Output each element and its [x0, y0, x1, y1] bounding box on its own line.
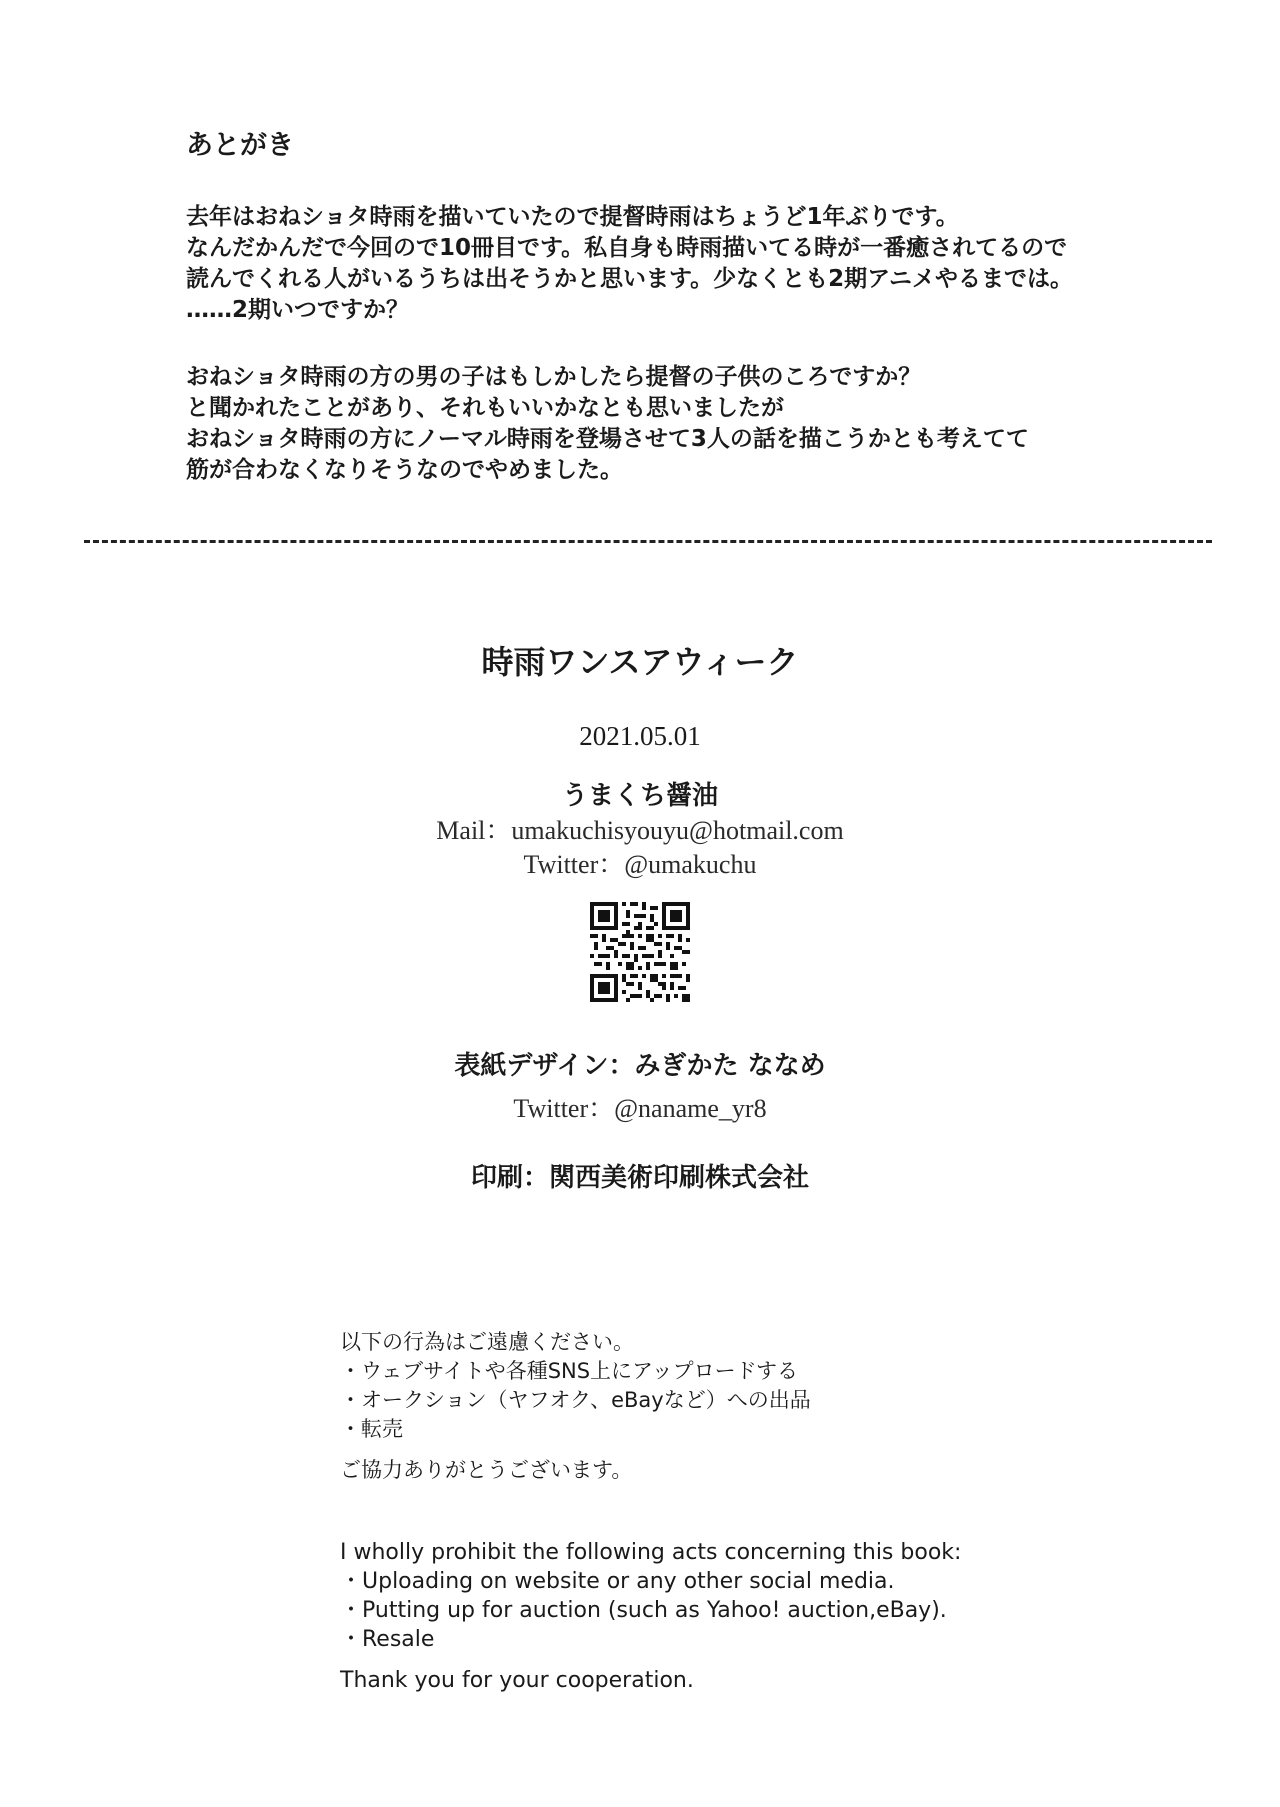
notice-line: ・転売: [340, 1417, 403, 1441]
afterword-heading: あとがき: [186, 130, 294, 161]
afterword-paragraph-1: [186, 202, 1186, 326]
publication-date: 2021.05.01: [579, 721, 701, 751]
cover-designer-twitter: Twitter：@naname_yr8: [513, 1094, 767, 1123]
afterword-line: と聞かれたことがあり、それもいいかなとも思いましたが: [186, 395, 784, 421]
afterword-line: ……2期いつですか？: [186, 297, 410, 323]
notice-line: ・オークション（ヤフオク、eBayなど）への出品: [340, 1388, 811, 1412]
afterword-section: [186, 128, 1186, 522]
cover-design-credit: 表紙デザイン：みぎかた ななめ: [454, 1051, 826, 1081]
notice-japanese: [340, 1328, 1040, 1485]
afterword-line: 筋が合わなくなりそうなのでやめました。: [186, 457, 623, 483]
notice-thanks: ご協力ありがとうございます。: [340, 1458, 633, 1482]
author-twitter: Twitter：@umakuchu: [523, 850, 757, 879]
book-title: 時雨ワンスアウィーク: [481, 643, 799, 681]
notice-line: ・ウェブサイトや各種SNS上にアップロードする: [340, 1359, 798, 1383]
notice-english: [340, 1538, 1040, 1695]
notice-line: ・Putting up for auction (such as Yahoo! auction,eBay).: [340, 1598, 947, 1623]
afterword-line: なんだかんだで今回ので10冊目です。私自身も時雨描いてる時が一番癒されてるので: [186, 235, 1068, 261]
qr-code-graphic: [590, 902, 690, 1002]
notice-line: I wholly prohibit the following acts concerning this book:: [340, 1540, 962, 1565]
notice-line: ・Resale: [340, 1627, 435, 1652]
author-mail: Mail：umakuchisyouyu@hotmail.com: [436, 816, 844, 845]
colophon-section: [0, 640, 1280, 1196]
afterword-line: おねショタ時雨の方にノーマル時雨を登場させて3人の話を描こうかとも考えてて: [186, 426, 1029, 452]
afterword-line: 読んでくれる人がいるうちは出そうかと思います。少なくとも2期アニメやるまでは。: [186, 266, 1074, 292]
circle-name: うまくち醤油: [561, 781, 718, 811]
afterword-paragraph-2: [186, 362, 1186, 486]
notice-thanks: Thank you for your cooperation.: [340, 1668, 694, 1693]
printer-credit: 印刷：関西美術印刷株式会社: [470, 1163, 809, 1193]
afterword-line: おねショタ時雨の方の男の子はもしかしたら提督の子供のころですか？: [186, 364, 922, 390]
dashed-divider: [84, 540, 1212, 543]
notice-line: ・Uploading on website or any other social media.: [340, 1569, 895, 1594]
notice-line: 以下の行為はご遠慮ください。: [340, 1330, 634, 1354]
afterword-line: 去年はおねショタ時雨を描いていたので提督時雨はちょうど1年ぶりです。: [186, 204, 959, 230]
qr-code-icon: [590, 902, 690, 1002]
